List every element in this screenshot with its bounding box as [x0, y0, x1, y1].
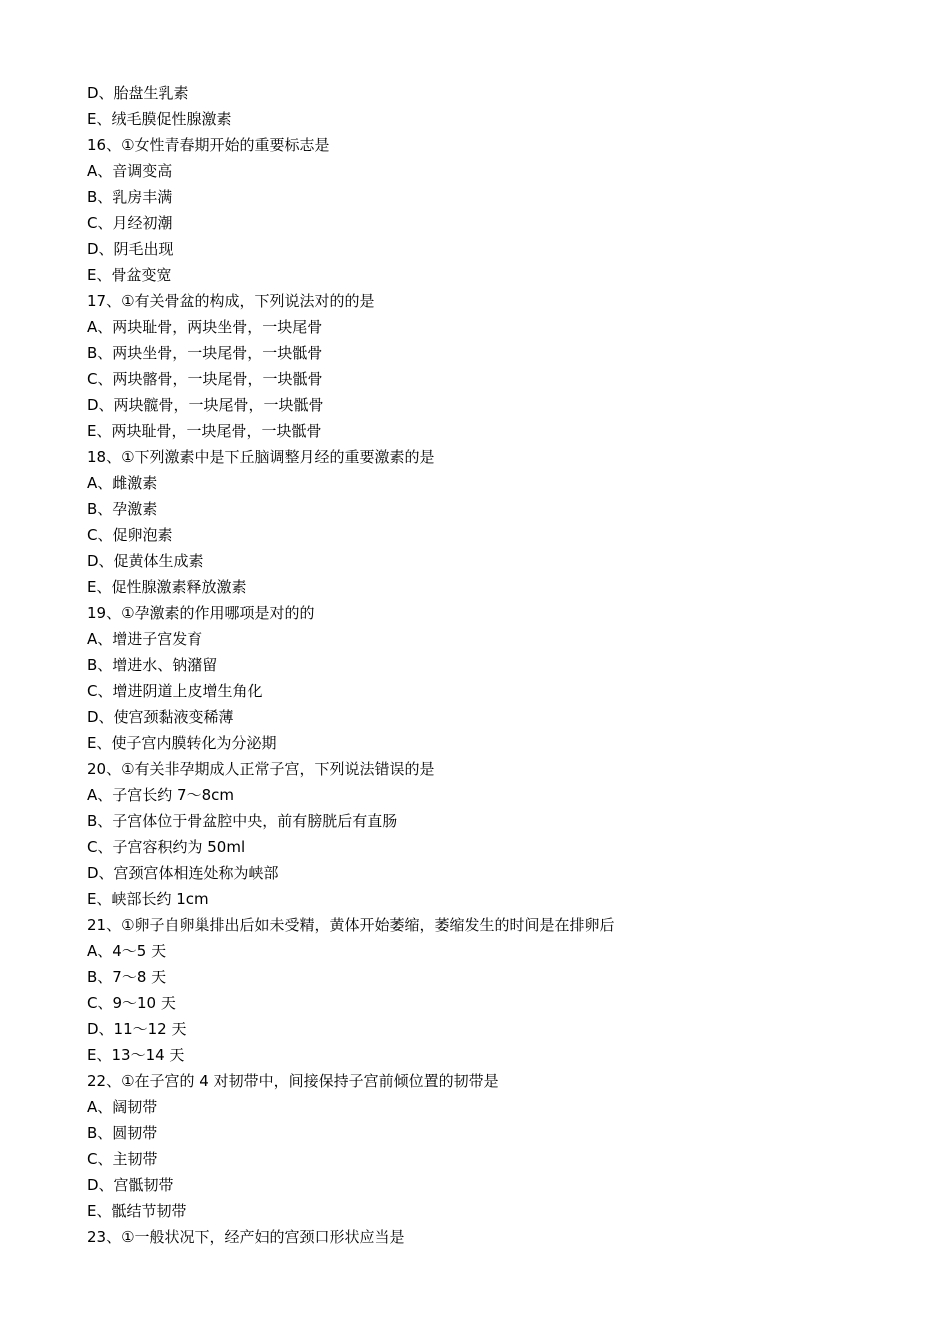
question-list [87, 80, 887, 1250]
option-line: E、绒毛膜促性腺激素 [87, 110, 232, 128]
option-line: B、增进水、钠潴留 [87, 656, 218, 674]
option-line: A、子宫长约 7～8cm [87, 786, 234, 804]
option-line: A、两块耻骨，两块坐骨，一块尾骨 [87, 318, 323, 336]
question-line: 16、①女性青春期开始的重要标志是 [87, 136, 330, 154]
question-line: 21、①卵子自卵巢排出后如未受精，黄体开始萎缩，萎缩发生的时间是在排卵后 [87, 916, 615, 934]
question-line: 20、①有关非孕期成人正常子宫，下列说法错误的是 [87, 760, 435, 778]
option-line: E、骨盆变宽 [87, 266, 172, 284]
question-line: 23、①一般状况下，经产妇的宫颈口形状应当是 [87, 1228, 405, 1246]
option-line: C、促卵泡素 [87, 526, 173, 544]
question-line: 22、①在子宫的 4 对韧带中，间接保持子宫前倾位置的韧带是 [87, 1072, 499, 1090]
option-line: C、9～10 天 [87, 994, 176, 1012]
option-line: A、音调变高 [87, 162, 173, 180]
option-line: D、阴毛出现 [87, 240, 174, 258]
option-line: B、乳房丰满 [87, 188, 173, 206]
option-line: B、子宫体位于骨盆腔中央，前有膀胱后有直肠 [87, 812, 398, 830]
option-line: D、11～12 天 [87, 1020, 187, 1038]
option-line: C、两块髂骨，一块尾骨，一块骶骨 [87, 370, 323, 388]
question-line: 17、①有关骨盆的构成，下列说法对的的是 [87, 292, 375, 310]
option-line: D、使宫颈黏液变稀薄 [87, 708, 234, 726]
option-line: B、7～8 天 [87, 968, 167, 986]
option-line: A、增进子宫发育 [87, 630, 203, 648]
option-line: E、使子宫内膜转化为分泌期 [87, 734, 277, 752]
question-line: 18、①下列激素中是下丘脑调整月经的重要激素的是 [87, 448, 435, 466]
option-line: D、宫骶韧带 [87, 1176, 174, 1194]
option-line: C、增进阴道上皮增生角化 [87, 682, 263, 700]
option-line: E、峡部长约 1cm [87, 890, 209, 908]
option-line: D、宫颈宫体相连处称为峡部 [87, 864, 279, 882]
option-line: C、月经初潮 [87, 214, 173, 232]
question-line: 19、①孕激素的作用哪项是对的的 [87, 604, 315, 622]
option-line: C、主韧带 [87, 1150, 158, 1168]
option-line: E、两块耻骨，一块尾骨，一块骶骨 [87, 422, 322, 440]
option-line: D、促黄体生成素 [87, 552, 204, 570]
option-line: D、两块髋骨，一块尾骨，一块骶骨 [87, 396, 324, 414]
option-line: A、雌激素 [87, 474, 158, 492]
option-line: B、两块坐骨，一块尾骨，一块骶骨 [87, 344, 323, 362]
option-line: D、胎盘生乳素 [87, 84, 189, 102]
option-line: E、13～14 天 [87, 1046, 185, 1064]
option-line: E、骶结节韧带 [87, 1202, 187, 1220]
option-line: C、子宫容积约为 50ml [87, 838, 246, 856]
option-line: A、阔韧带 [87, 1098, 158, 1116]
option-line: B、圆韧带 [87, 1124, 158, 1142]
option-line: E、促性腺激素释放激素 [87, 578, 247, 596]
option-line: A、4～5 天 [87, 942, 167, 960]
option-line: B、孕激素 [87, 500, 158, 518]
